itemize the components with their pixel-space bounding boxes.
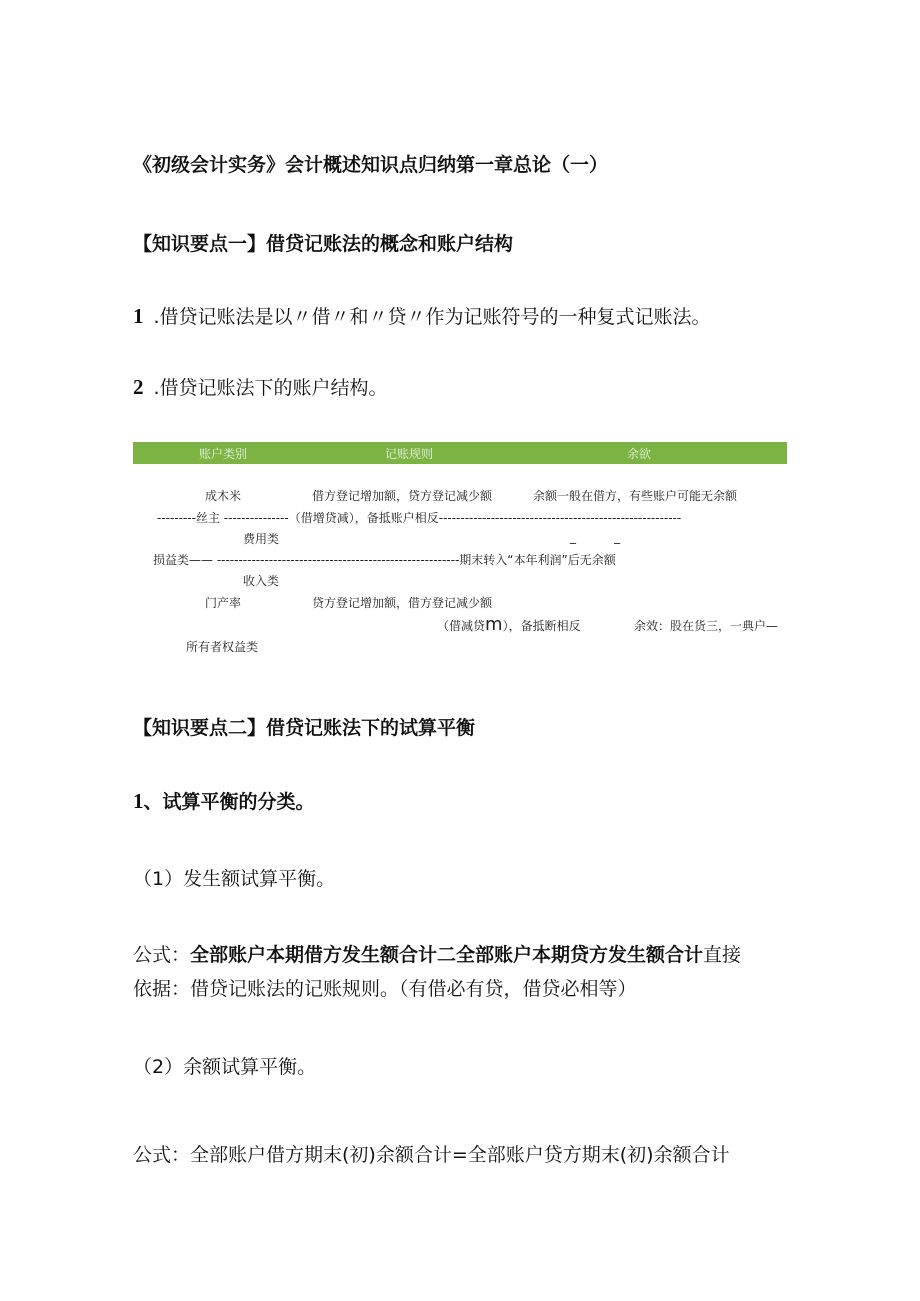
paragraph-1: （1）发生额试算平衡。 — [133, 868, 336, 890]
formula-1 — [133, 940, 741, 967]
item-1-text: .借贷记账法是以〃借〃和〃贷〃作为记账符号的一种复式记账法。 — [153, 306, 711, 328]
table-cell: 贷方登记增加额，借方登记减少额 — [312, 596, 493, 610]
table-dashed-row: ---------丝主 ---------------（借增贷减），备抵账户相反-------------------------------------------------------- — [157, 511, 682, 525]
table-cell: 费用类 — [243, 532, 280, 546]
item-2 — [133, 373, 388, 400]
section1-heading: 【知识要点一】借贷记账法的概念和账户结构 — [133, 233, 514, 255]
table-header-bar — [133, 442, 787, 464]
table-marks: _ _ — [570, 530, 621, 544]
table-cell: 收入类 — [243, 574, 280, 588]
table-cell: 所有者权益类 — [186, 640, 259, 654]
table-cell: 门产率 — [205, 596, 242, 610]
table-dashed-row: 损益类—— --------------------------------------------------------期末转入“本年利润”后无余额 — [153, 553, 616, 567]
paragraph-2: （2）余额试算平衡。 — [133, 1056, 317, 1078]
formula-1-tail: 直接 — [703, 944, 742, 966]
table-cell-part: m — [485, 614, 503, 635]
table-cell-part: ），备抵断相反 — [502, 619, 581, 633]
formula-1-bold: 全部账户本期借方发生额合计二全部账户本期贷方发生额合计 — [190, 944, 704, 966]
subsection-1-number: 1 — [133, 789, 144, 813]
table-cell-part: （借减贷 — [437, 619, 486, 633]
document-title: 《初级会计实务》会计概述知识点归纳第一章总论（一） — [133, 154, 609, 176]
table-cell: 成木米 — [205, 489, 242, 503]
formula-1-label: 公式： — [133, 944, 191, 966]
subsection-1-text: 、试算平衡的分类。 — [143, 791, 315, 813]
table-header-rule: 记账规则 — [385, 447, 434, 461]
item-1 — [133, 302, 711, 329]
table-header-balance: 余欲 — [627, 447, 652, 461]
table-cell — [437, 614, 581, 635]
table-cell: 余额一般在借方，有些账户可能无余额 — [533, 489, 738, 503]
formula-2: 公式：全部账户借方期末(初)余额合计=全部账户贷方期末(初)余额合计 — [133, 1144, 730, 1166]
section2-heading: 【知识要点二】借贷记账法下的试算平衡 — [133, 717, 476, 739]
table-cell: 借方登记增加额，贷方登记减少额 — [312, 489, 493, 503]
table-cell: 余效：股在货三，一典户— — [634, 619, 779, 633]
table-header-account-type: 账户类别 — [199, 447, 248, 461]
item-2-text: .借贷记账法下的账户结构。 — [153, 377, 388, 399]
item-1-number: 1 — [133, 304, 144, 328]
basis-text: 依据：借贷记账法的记账规则。（有借必有贷，借贷必相等） — [133, 978, 637, 1000]
subsection-1 — [133, 787, 315, 814]
item-2-number: 2 — [133, 375, 144, 399]
